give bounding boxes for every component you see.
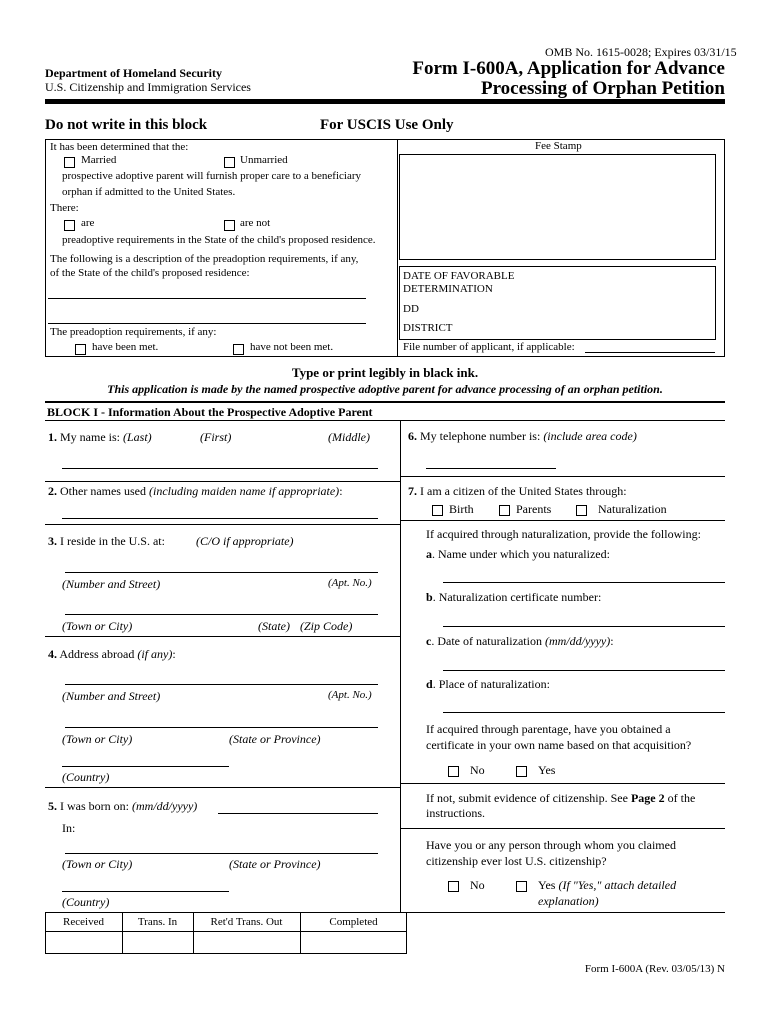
birth-label: Birth [449, 502, 474, 516]
q4-text: Address abroad [59, 647, 135, 661]
form-revision-footer: Form I-600A (Rev. 03/05/13) N [584, 963, 725, 975]
q3-state-hint: (State) [258, 619, 290, 633]
q7c-letter: c [426, 634, 432, 648]
parentage-yes-label: Yes [538, 763, 556, 777]
uscis-block-divider [397, 139, 398, 357]
q7d-label [426, 677, 550, 692]
office-completed-header: Completed [329, 916, 378, 928]
q4-label [48, 647, 176, 662]
q2-number: 2. [48, 484, 57, 498]
lost-citizenship-text-2: citizenship ever lost U.S. citizenship? [426, 854, 607, 868]
office-trans-in-header: Trans. In [137, 916, 178, 928]
q2-text: Other names used [60, 484, 146, 498]
q6-hint: (include area code) [543, 429, 637, 443]
form-title-line2: Processing of Orphan Petition [480, 78, 725, 99]
q2-colon: : [339, 484, 343, 498]
q5-in-label: In: [62, 821, 76, 835]
q5-country-hint: (Country) [62, 895, 110, 909]
following-text-2: of the State of the child's proposed residence: [50, 267, 250, 279]
q7a-text: . Name under which you naturalized: [432, 547, 610, 561]
q4-street-line[interactable] [65, 684, 378, 685]
lost-yes-checkbox[interactable] [516, 881, 527, 892]
q6-bottom-rule [400, 476, 725, 477]
uscis-use-heading: For USCIS Use Only [320, 117, 454, 133]
are-checkbox[interactable] [64, 220, 75, 231]
q7c-hint: (mm/dd/yyyy) [544, 634, 611, 648]
q7-options-rule [400, 520, 725, 521]
prospective-text-2: orphan if admitted to the United States. [62, 186, 236, 198]
q7-label [408, 484, 627, 499]
are-not-label: are not [240, 217, 271, 229]
department-name: Department of Homeland Security [45, 66, 222, 80]
of-the-text: of the [667, 791, 696, 805]
q5-country-line[interactable] [62, 891, 229, 892]
q3-street-line[interactable] [65, 572, 378, 573]
q6-number: 6. [408, 429, 417, 443]
q4-number: 4. [48, 647, 57, 661]
q7c-date-line[interactable] [443, 670, 725, 671]
married-checkbox[interactable] [64, 157, 75, 168]
are-label: are [81, 217, 95, 229]
q7b-text: . Naturalization certificate number: [432, 590, 602, 604]
q5-text: I was born on: [60, 799, 129, 813]
q5-birth-date-line[interactable] [218, 813, 378, 814]
q2-hint: (including maiden name if appropriate) [148, 484, 340, 498]
preadoptive-req-text: preadoptive requirements in the State of the child's proposed residence. [62, 234, 376, 246]
file-number-line[interactable] [585, 352, 715, 353]
q5-city-line[interactable] [65, 853, 378, 854]
q7b-letter: b [426, 590, 433, 604]
parentage-text-1: If acquired through parentage, have you obtained a [426, 722, 671, 736]
q6-label [408, 429, 637, 444]
q7b-label [426, 590, 601, 605]
lost-yes-detail-2: explanation) [538, 894, 599, 908]
office-retd-trans-out-header: Ret'd Trans. Out [210, 916, 283, 928]
determined-text: It has been determined that the: [50, 141, 189, 153]
lost-no-checkbox[interactable] [448, 881, 459, 892]
naturalization-checkbox[interactable] [576, 505, 587, 516]
file-number-label: File number of applicant, if applicable: [403, 341, 575, 353]
birth-checkbox[interactable] [432, 505, 443, 516]
q2-bottom-rule [45, 524, 400, 525]
q4-number-street-hint: (Number and Street) [62, 689, 161, 703]
q6-text: My telephone number is: [420, 429, 541, 443]
if-not-sentence: If not, submit evidence of citizenship. See [426, 791, 628, 805]
instructions-word: instructions. [426, 806, 485, 820]
q3-label [48, 534, 165, 549]
parentage-no-checkbox[interactable] [448, 766, 459, 777]
q3-town-hint: (Town or City) [62, 619, 133, 633]
have-not-been-met-checkbox[interactable] [233, 344, 244, 355]
q5-town-hint: (Town or City) [62, 857, 133, 871]
preadoption-if-any-text: The preadoption requirements, if any: [50, 326, 217, 338]
q3-apt-hint: (Apt. No.) [328, 577, 372, 589]
q1-bottom-rule [45, 481, 400, 482]
q4-city-line[interactable] [65, 727, 378, 728]
q5-state-province-hint: (State or Province) [229, 857, 321, 871]
q3-zip-hint: (Zip Code) [300, 619, 353, 633]
q6-phone-line[interactable] [426, 468, 556, 469]
parentage-text-2: certificate in your own name based on that acquisition? [426, 738, 692, 752]
q4-country-line[interactable] [62, 766, 229, 767]
page2-ref: Page 2 [630, 791, 665, 805]
if-not-text [426, 791, 695, 806]
q7a-letter: a [426, 547, 432, 561]
q5-number: 5. [48, 799, 57, 813]
q7d-text: . Place of naturalization: [432, 677, 550, 691]
block1-divider [400, 420, 401, 912]
district-label: DISTRICT [403, 322, 453, 334]
block1-title-rule [45, 420, 725, 421]
form-title-line1: Form I-600A, Application for Advance [412, 58, 725, 79]
lost-yes-label [538, 878, 676, 893]
q2-other-names-line[interactable] [62, 518, 378, 519]
omb-number: OMB No. 1615-0028; Expires 03/31/15 [545, 45, 737, 59]
if-not-bottom-rule [400, 828, 725, 829]
date-favorable-label-1: DATE OF FAVORABLE [403, 270, 515, 282]
office-header-rule [45, 931, 407, 932]
q7d-letter: d [426, 677, 433, 691]
q4-town-hint: (Town or City) [62, 732, 133, 746]
q1-first-hint: (First) [200, 430, 232, 444]
q5-label [48, 799, 197, 814]
parentage-no-label: No [470, 763, 485, 777]
q7-number: 7. [408, 484, 417, 498]
block1-title: BLOCK I - Information About the Prospective Adoptive Parent [47, 405, 373, 419]
q7b-certificate-line[interactable] [443, 626, 725, 627]
q3-city-line[interactable] [65, 614, 378, 615]
q4-hint: (if any) [137, 647, 173, 661]
parentage-bottom-rule [400, 783, 725, 784]
prospective-text-1: prospective adoptive parent will furnish proper care to a beneficiary [62, 170, 362, 182]
have-been-met-checkbox[interactable] [75, 344, 86, 355]
have-been-met-label: have been met. [92, 341, 159, 353]
are-not-checkbox[interactable] [224, 220, 235, 231]
header-thick-rule [45, 99, 725, 104]
parentage-yes-checkbox[interactable] [516, 766, 527, 777]
q7-text: I am a citizen of the United States through: [420, 484, 627, 498]
fee-stamp-box [399, 154, 716, 260]
q3-co-hint: (C/O if appropriate) [196, 534, 294, 548]
do-not-write-heading: Do not write in this block [45, 117, 208, 133]
there-text: There: [50, 202, 79, 214]
naturalization-label: Naturalization [598, 502, 667, 516]
q7a-name-line[interactable] [443, 582, 725, 583]
q3-text: I reside in the U.S. at: [60, 534, 165, 548]
q4-bottom-rule [45, 787, 400, 788]
q1-text: My name is: [60, 430, 120, 444]
q4-state-province-hint: (State or Province) [229, 732, 321, 746]
q7c-colon: : [610, 634, 614, 648]
q7c-text: . Date of naturalization [431, 634, 542, 648]
block1-top-rule [45, 401, 725, 403]
q7d-place-line[interactable] [443, 712, 725, 713]
fee-stamp-label: Fee Stamp [535, 140, 582, 152]
q3-number-street-hint: (Number and Street) [62, 577, 161, 591]
lost-yes-detail-1: (If "Yes," attach detailed [558, 878, 677, 892]
q1-number: 1. [48, 430, 57, 444]
date-favorable-label-2: DETERMINATION [403, 283, 493, 295]
application-made-text: This application is made by the named prospective adoptive parent for advance processing of an orphan petition. [107, 382, 663, 396]
q4-colon: : [172, 647, 176, 661]
if-naturalized-text: If acquired through naturalization, provide the following: [426, 527, 701, 541]
description-line-1[interactable] [48, 298, 366, 299]
unmarried-checkbox[interactable] [224, 157, 235, 168]
description-line-2[interactable] [48, 323, 366, 324]
parents-checkbox[interactable] [499, 505, 510, 516]
q4-country-hint: (Country) [62, 770, 110, 784]
q5-hint: (mm/dd/yyyy) [132, 799, 198, 813]
parents-label: Parents [516, 502, 552, 516]
q1-label [48, 430, 152, 445]
q4-apt-hint: (Apt. No.) [328, 689, 372, 701]
lost-yes-word: Yes [538, 878, 556, 892]
type-print-instruction: Type or print legibly in black ink. [291, 365, 479, 380]
lost-no-label: No [470, 878, 485, 892]
q3-bottom-rule [45, 636, 400, 637]
q7a-label [426, 547, 610, 562]
married-label: Married [81, 154, 117, 166]
q3-number: 3. [48, 534, 57, 548]
office-received-header: Received [63, 916, 104, 928]
q1-name-line[interactable] [62, 468, 378, 469]
unmarried-label: Unmarried [240, 154, 288, 166]
q1-last-hint: (Last) [123, 430, 152, 444]
have-not-been-met-label: have not been met. [250, 341, 334, 353]
q7c-label [426, 634, 614, 649]
q1-middle-hint: (Middle) [328, 430, 370, 444]
following-text-1: The following is a description of the preadoption requirements, if any, [50, 253, 359, 265]
agency-name: U.S. Citizenship and Immigration Services [45, 80, 251, 94]
lost-citizenship-text-1: Have you or any person through whom you claimed [426, 838, 676, 852]
dd-label: DD [403, 303, 419, 315]
q2-label [48, 484, 343, 499]
